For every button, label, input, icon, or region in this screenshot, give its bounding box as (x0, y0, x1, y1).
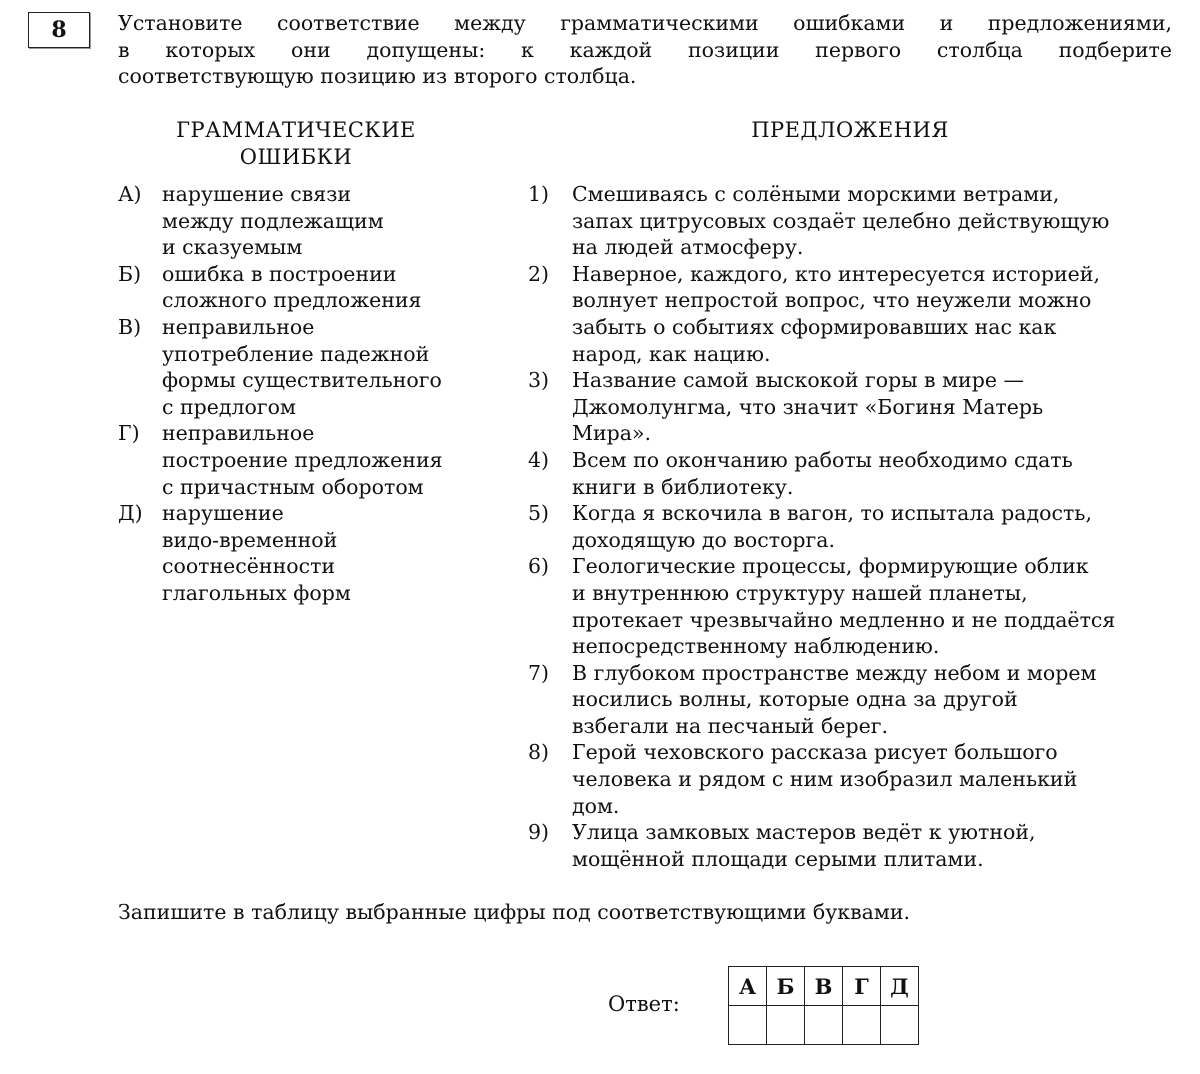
sentence-item (528, 261, 1178, 367)
answer-label: Ответ: (608, 992, 680, 1016)
sentence-item-label: 3) (528, 368, 550, 393)
error-item-label: Д) (118, 501, 143, 526)
sentence-item-text-line: забыть о событиях сформировавших нас как (572, 314, 1057, 339)
error-item-text-line: сложного предложения (162, 288, 422, 313)
sentence-item (528, 660, 1178, 740)
error-item-text-line: с причастным оборотом (162, 474, 424, 499)
error-item-text-line: ошибка в построении (162, 261, 397, 286)
error-item-text-line: формы существительного (162, 368, 442, 393)
left-column-header (136, 117, 456, 171)
sentence-item-text-line: дом. (572, 793, 620, 818)
answer-column-header: А (729, 967, 767, 1006)
task-intro (118, 10, 1172, 90)
sentence-item (528, 819, 1178, 872)
sentence-item-text-line: Улица замковых мастеров ведёт к уютной, (572, 820, 1036, 845)
sentence-item-text-line: Когда я вскочила в вагон, то испытала радость, (572, 501, 1092, 526)
error-item (118, 500, 518, 606)
sentence-item-label: 5) (528, 501, 550, 526)
error-item-text-line: глагольных форм (162, 580, 351, 605)
sentence-item-text-line: протекает чрезвычайно медленно и не поддаётся (572, 607, 1116, 632)
error-item-text-line: соотнесённости (162, 554, 336, 579)
answer-cell[interactable] (729, 1006, 767, 1045)
sentence-item (528, 447, 1178, 500)
sentence-item-text-line: Геологические процессы, формирующие облик (572, 554, 1089, 579)
sentence-item-text-line: доходящую до восторга. (572, 527, 836, 552)
errors-list (118, 181, 518, 607)
sentence-item-text-line: Герой чеховского рассказа рисует большого (572, 740, 1058, 765)
intro-line: Установите соответствие между грамматическими ошибками и предложениями, (118, 11, 1172, 35)
answer-cell[interactable] (767, 1006, 805, 1045)
sentence-item-text-line: народ, как нацию. (572, 341, 771, 366)
sentence-item-text-line: человека и рядом с ним изобразил маленький (572, 767, 1078, 792)
error-item-label: В) (118, 314, 142, 339)
sentence-item-label: 4) (528, 447, 550, 472)
header-line: ГРАММАТИЧЕСКИЕ (176, 118, 416, 142)
sentence-item-text-line: Всем по окончанию работы необходимо сдать (572, 447, 1073, 472)
error-item-label: А) (118, 182, 142, 206)
sentence-item-text-line: Наверное, каждого, кто интересуется историей, (572, 261, 1100, 286)
sentence-item (528, 367, 1178, 447)
intro-line: соответствующую позицию из второго столбца. (118, 64, 637, 89)
error-item-text-line: употребление падежной (162, 341, 430, 366)
error-item-label: Г) (118, 421, 140, 446)
sentence-item (528, 500, 1178, 553)
error-item-text-line: нарушение (162, 501, 284, 526)
sentence-item-text-line: мощённой площади серыми плитами. (572, 846, 984, 871)
answer-column-header: Б (767, 967, 805, 1006)
intro-line: в которых они допущены: к каждой позиции первого столбца подберите (118, 37, 1172, 62)
error-item (118, 181, 518, 261)
sentence-item-label: 2) (528, 261, 550, 286)
instruction-text: Запишите в таблицу выбранные цифры под соответствующими буквами. (118, 900, 911, 924)
sentence-item-text-line: Джомолунгма, что значит «Богиня Матерь (572, 394, 1044, 419)
error-item-label: Б) (118, 261, 142, 286)
sentence-item-label: 1) (528, 182, 550, 206)
sentence-item-text-line: носились волны, которые одна за другой (572, 687, 1018, 712)
sentence-item-text-line: Название самой выскокой горы в мире — (572, 368, 1024, 393)
sentences-list (528, 181, 1178, 872)
answer-cell[interactable] (805, 1006, 843, 1045)
sentence-item-text-line: и внутреннюю структуру нашей планеты, (572, 580, 1028, 605)
error-item-text-line: и сказуемым (162, 235, 303, 260)
sentence-item-text-line: Смешиваясь с солёными морскими ветрами, (572, 182, 1060, 206)
sentence-item (528, 181, 1178, 261)
error-item-text-line: неправильное (162, 421, 315, 446)
sentence-item-text-line: непосредственному наблюдению. (572, 634, 940, 659)
sentence-item-text-line: волнует непростой вопрос, что неужели можно (572, 288, 1092, 313)
error-item (118, 261, 518, 314)
answer-column-header: Д (881, 967, 919, 1006)
error-item (118, 420, 518, 500)
answer-column-header: В (805, 967, 843, 1006)
task-number-box: 8 (28, 12, 90, 48)
right-column-header: ПРЕДЛОЖЕНИЯ (751, 118, 949, 142)
error-item-text-line: неправильное (162, 314, 315, 339)
error-item-text-line: между подлежащим (162, 208, 384, 233)
error-item-text-line: нарушение связи (162, 182, 352, 206)
sentence-item-label: 9) (528, 820, 550, 845)
sentence-item (528, 739, 1178, 819)
sentence-item-text-line: Мира». (572, 421, 652, 446)
error-item-text-line: видо-временной (162, 527, 338, 552)
sentence-item-text-line: взбегали на песчаный берег. (572, 713, 888, 738)
sentence-item-label: 7) (528, 660, 550, 685)
sentence-item-text-line: книги в библиотеку. (572, 474, 794, 499)
sentence-item-label: 6) (528, 554, 550, 579)
error-item-text-line: построение предложения (162, 447, 443, 472)
error-item-text-line: с предлогом (162, 394, 296, 419)
answer-cell[interactable] (881, 1006, 919, 1045)
sentence-item-text-line: на людей атмосферу. (572, 235, 804, 260)
answer-cell[interactable] (843, 1006, 881, 1045)
answer-column-header: Г (843, 967, 881, 1006)
sentence-item-text-line: запах цитрусовых создаёт целебно действующую (572, 208, 1110, 233)
error-item (118, 314, 518, 420)
sentence-item-text-line: В глубоком пространстве между небом и морем (572, 660, 1097, 685)
header-line: ОШИБКИ (239, 145, 353, 169)
answer-table (728, 966, 919, 1045)
sentence-item-label: 8) (528, 740, 550, 765)
sentence-item (528, 553, 1178, 659)
